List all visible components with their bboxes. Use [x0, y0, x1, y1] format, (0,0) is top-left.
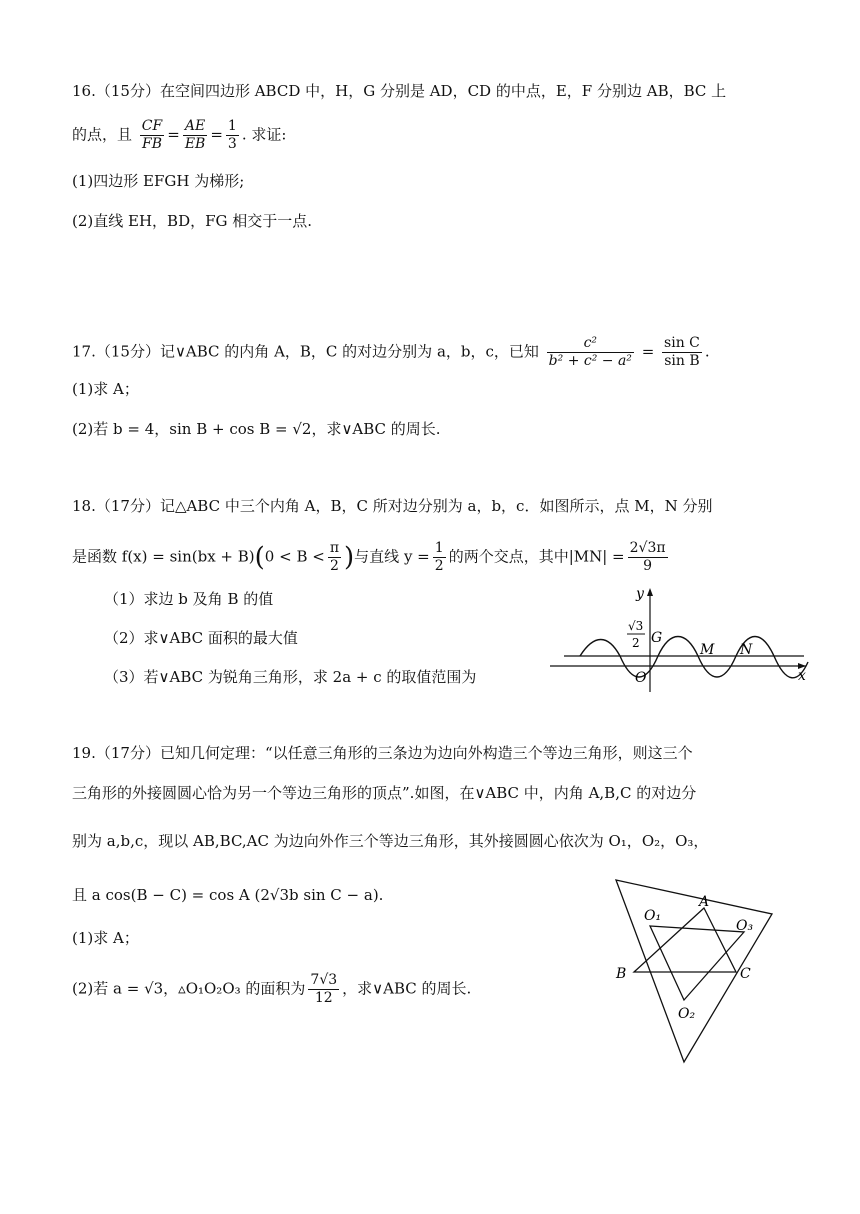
q19-label-a: A: [699, 894, 710, 910]
q18-line1: 18.（17分）记△ABC 中三个内角 A，B，C 所对边分别为 a，b，c．如图所示，点 M，N 分别: [72, 497, 713, 515]
q18-x-label: x: [798, 668, 806, 684]
q19-label-b: B: [616, 966, 627, 982]
q18-origin-label: O: [635, 670, 647, 686]
q18-tick-den: 2: [632, 636, 640, 650]
q17-line1-pre: 17.（15分）记∨ABC 的内角 A，B，C 的对边分别为 a，b，c，已知: [72, 342, 539, 361]
q18-sine-graph: [548, 582, 812, 694]
q17-part2: (2)若 b = 4，sin B + cos B = √2，求∨ABC 的周长.: [72, 420, 441, 438]
q19-part2: [72, 972, 471, 1007]
q19-frac-area: $\frac{7√3}{12}$: [310, 972, 338, 1006]
q19-label-o3: O₃: [736, 918, 754, 934]
q18-part1: （1）求边 b 及角 B 的值: [104, 590, 274, 608]
q16-line1: 16.（15分）在空间四边形 ABCD 中，H，G 分别是 AD，CD 的中点，E，F 分别边 AB，BC 上: [72, 82, 727, 100]
q19-line1: 19.（17分）已知几何定理：“以任意三角形的三条边为边向外构造三个等边三角形，则这三个: [72, 744, 693, 762]
q19-line4: 且 a cos(B − C) = cos A (2√3b sin C − a).: [72, 886, 384, 904]
q17-line1: 17.（15分）记∨ABC 的内角 A，B，C 的对边分别为 a，b，c，已知 $\frac{\text{c²}}{\text{b² + c² − a²}}$ = $\frac{\text{sin C}}{\text{sin B}}$ .: [72, 335, 710, 369]
q18-n-label: N: [740, 642, 753, 658]
q18-cond-pre: 0 < B <: [264, 547, 325, 566]
q18-frac-pi-2: $\frac{\pi}{2}$: [329, 540, 340, 574]
q18-tick-num: √3: [628, 619, 644, 633]
q19-part2-pre: (2)若 a = √3，▵O₁O₂O₃ 的面积为: [72, 979, 306, 998]
q18-line2-pre: 是函数 f(x) = sin(bx + B): [72, 547, 255, 566]
q18-line2-post: 的两个交点，其中|MN| =: [448, 547, 625, 566]
q16-line2: 的点，且 $\frac{CF}{FB}$ = $\frac{AE}{EB}$ = $\frac{1}{3}$ . 求证:: [72, 118, 287, 152]
q18-sine-curve: [580, 637, 808, 678]
q18-part2: （2）求∨ABC 面积的最大值: [104, 629, 298, 647]
q16-frac-cf-fb: $\frac{CF}{FB}$: [141, 118, 163, 152]
q16-part1: (1)四边形 EFGH 为梯形;: [72, 172, 245, 190]
q16-line2-pre: 的点，且: [72, 125, 133, 144]
q18-part3: （3）若∨ABC 为锐角三角形，求 2a + c 的取值范围为: [104, 668, 477, 686]
q18-y-arrow: [647, 588, 653, 596]
q18-frac-half: $\frac{1}{2}$: [434, 540, 444, 574]
q18-y-label: y: [636, 586, 644, 602]
q19-part1: (1)求 A；: [72, 929, 139, 947]
q19-triangle-o1o2o3: [650, 926, 744, 1000]
q19-label-o2: O₂: [678, 1006, 696, 1022]
q17-frac-c2: $\frac{\text{c²}}{\text{b² + c² − a²}}$: [548, 335, 632, 369]
q16-frac-ae-eb: $\frac{AE}{EB}$: [184, 118, 206, 152]
q19-label-o1: O₁: [644, 908, 662, 924]
q17-frac-sin: $\frac{\text{sin C}}{\text{sin B}}$: [664, 335, 700, 369]
q19-triangle-figure: [600, 872, 790, 1068]
q18-frac-mn: $\frac{2√3\pi}{9}$: [629, 540, 666, 574]
q19-line3: 别为 a,b,c，现以 AB,BC,AC 为边向外作三个等边三角形，其外接圆圆心依次为 O₁，O₂，O₃，: [72, 832, 709, 850]
q18-line2: 是函数 f(x) = sin(bx + B)(0 < B < $\frac{\pi}{2}$ )与直线 y = $\frac{1}{2}$ 的两个交点，其中|MN| = $\frac{2√3\pi}{9}$: [72, 540, 666, 574]
q17-part1: (1)求 A；: [72, 380, 139, 398]
q16-part2: (2)直线 EH，BD，FG 相交于一点.: [72, 212, 313, 230]
q19-part2-post: ，求∨ABC 的周长.: [342, 979, 472, 998]
q18-line2-mid: 与直线 y =: [354, 547, 430, 566]
q18-g-label: G: [651, 630, 663, 646]
q19-label-c: C: [740, 966, 751, 982]
q19-line2: 三角形的外接圆圆心恰为另一个等边三角形的顶点”.如图，在∨ABC 中，内角 A,B,C 的对边分: [72, 784, 697, 802]
q16-line2-post: . 求证:: [241, 125, 287, 144]
q18-m-label: M: [700, 642, 715, 658]
q16-frac-one-third: $\frac{1}{3}$: [227, 118, 237, 152]
